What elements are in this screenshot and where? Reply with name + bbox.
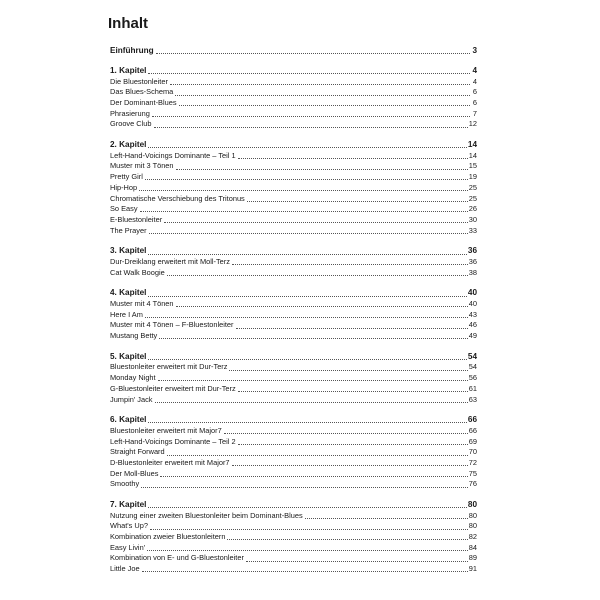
chapter-list	[110, 66, 477, 575]
toc-entry-page: 80	[468, 521, 477, 531]
chapter-heading	[110, 66, 477, 77]
chapter-heading-page: 66	[467, 415, 477, 425]
dot-leader	[179, 105, 470, 106]
toc-entry-page: 82	[468, 532, 477, 542]
toc-entry-label: G-Bluestonleiter erweitert mit Dur-Terz	[110, 383, 236, 393]
toc-entry-label: Nutzung einer zweiten Bluestonleiter beim Dominant-Blues	[110, 510, 303, 520]
toc-entry-page: 14	[468, 150, 477, 160]
toc-entry-page: 25	[468, 193, 477, 203]
chapter-heading	[110, 140, 477, 151]
toc-entry-page: 91	[468, 564, 477, 574]
toc-entry	[110, 384, 477, 395]
chapter-section	[110, 500, 477, 575]
toc-entry	[110, 204, 477, 215]
dot-leader	[148, 254, 466, 255]
toc-entry	[110, 151, 477, 162]
toc-entry-label: Phrasierung	[110, 108, 150, 118]
toc-entry	[110, 194, 477, 205]
chapter-section	[110, 246, 477, 288]
toc-entry-page: 15	[468, 161, 477, 171]
chapter-heading	[110, 500, 477, 511]
toc-entry-label: So Easy	[110, 204, 138, 214]
chapter-section	[110, 415, 477, 500]
toc-entry-label: Smoothy	[110, 479, 140, 489]
chapter-heading-label: 5. Kapitel	[110, 351, 147, 361]
toc-entry-label: Jumpin' Jack	[110, 394, 153, 404]
toc-entry	[110, 543, 477, 554]
dot-leader	[156, 53, 470, 54]
toc-entry-page: 49	[468, 331, 477, 341]
toc-entry-label: Mustang Betty	[110, 331, 158, 341]
dot-leader	[145, 317, 468, 318]
toc-entry	[110, 373, 477, 384]
toc-entry-label: Bluestonleiter erweitert mit Dur-Terz	[110, 362, 228, 372]
toc-entry-label: Cat Walk Boogie	[110, 267, 165, 277]
toc-entry	[110, 437, 477, 448]
toc-entry-page: 54	[468, 362, 477, 372]
chapter-heading-label: 1. Kapitel	[110, 65, 147, 75]
dot-leader	[154, 127, 468, 128]
toc-entry-page: 63	[468, 394, 477, 404]
toc-intro-label: Einführung	[110, 46, 154, 55]
dot-leader	[238, 391, 468, 392]
dot-leader	[148, 422, 466, 423]
toc-entry	[110, 426, 477, 437]
dot-leader	[224, 433, 468, 434]
chapter-heading-label: 3. Kapitel	[110, 246, 147, 256]
dot-leader	[148, 147, 466, 148]
toc-entry-page: 6	[472, 98, 477, 108]
toc-entry-label: Kombination von E- und G-Bluestonleiter	[110, 553, 244, 563]
dot-leader	[148, 296, 466, 297]
dot-leader	[158, 380, 468, 381]
dot-leader	[148, 507, 466, 508]
chapter-heading-page: 4	[472, 65, 477, 75]
toc-entry	[110, 226, 477, 237]
toc-entry-page: 70	[468, 447, 477, 457]
toc-entry-label: Das Blues-Schema	[110, 87, 174, 97]
toc-entry-page: 80	[468, 510, 477, 520]
toc-entry-label: Der Moll-Blues	[110, 468, 159, 478]
toc-entry	[110, 564, 477, 575]
page-title: Inhalt	[108, 15, 148, 32]
dot-leader	[147, 550, 468, 551]
toc-entry	[110, 310, 477, 321]
toc-entry-page: 12	[468, 119, 477, 129]
dot-leader	[305, 518, 468, 519]
chapter-section	[110, 140, 477, 246]
dot-leader	[247, 201, 468, 202]
toc-entry-page: 43	[468, 309, 477, 319]
toc-entry	[110, 458, 477, 469]
toc-entry	[110, 109, 477, 120]
toc-entry-label: The Prayer	[110, 225, 147, 235]
toc-entry	[110, 162, 477, 173]
toc-entry-page: 6	[472, 87, 477, 97]
dot-leader	[148, 73, 470, 74]
toc-entry-page: 89	[468, 553, 477, 563]
dot-leader	[148, 359, 466, 360]
toc-entry	[110, 447, 477, 458]
toc-entry	[110, 469, 477, 480]
chapter-heading-label: 6. Kapitel	[110, 415, 147, 425]
dot-leader	[160, 476, 467, 477]
toc-entry-page: 72	[468, 457, 477, 467]
toc-entry-label: Groove Club	[110, 119, 152, 129]
table-of-contents	[110, 45, 477, 575]
toc-entry-label: Muster mit 3 Tönen	[110, 161, 174, 171]
toc-entry	[110, 299, 477, 310]
chapter-section	[110, 66, 477, 140]
chapter-section	[110, 288, 477, 351]
toc-entry-page: 61	[468, 383, 477, 393]
dot-leader	[176, 306, 468, 307]
toc-entry	[110, 87, 477, 98]
toc-entry	[110, 479, 477, 490]
toc-entry-label: Chromatische Verschiebung des Tritonus	[110, 193, 245, 203]
toc-entry-page: 46	[468, 320, 477, 330]
toc-entry-label: Muster mit 4 Tönen	[110, 299, 174, 309]
toc-entry-label: Monday Night	[110, 373, 156, 383]
toc-entry-label: Easy Livin'	[110, 542, 146, 552]
dot-leader	[232, 264, 468, 265]
dot-leader	[159, 338, 468, 339]
toc-entry	[110, 511, 477, 522]
toc-entry-label: Straight Forward	[110, 447, 165, 457]
toc-entry-label: Dur-Dreiklang erweitert mit Moll-Terz	[110, 256, 230, 266]
chapter-heading	[110, 288, 477, 299]
toc-entry	[110, 215, 477, 226]
toc-entry-label: Little Joe	[110, 564, 140, 574]
dot-leader	[167, 275, 468, 276]
toc-entry-page: 84	[468, 542, 477, 552]
dot-leader	[175, 95, 470, 96]
toc-entry	[110, 521, 477, 532]
dot-leader	[238, 158, 468, 159]
toc-intro-entry	[110, 45, 477, 56]
dot-leader	[246, 561, 468, 562]
toc-entry	[110, 257, 477, 268]
toc-entry	[110, 363, 477, 374]
toc-entry-page: 76	[468, 479, 477, 489]
toc-entry-label: Hip-Hop	[110, 182, 138, 192]
toc-entry	[110, 268, 477, 279]
dot-leader	[236, 328, 468, 329]
dot-leader	[152, 116, 470, 117]
toc-entry-page: 26	[468, 204, 477, 214]
toc-entry-label: What's Up?	[110, 521, 148, 531]
dot-leader	[229, 370, 467, 371]
dot-leader	[176, 169, 468, 170]
toc-entry-page: 69	[468, 436, 477, 446]
dot-leader	[139, 190, 468, 191]
toc-entry-page: 56	[468, 373, 477, 383]
chapter-heading-page: 40	[467, 288, 477, 298]
toc-entry-label: Der Dominant-Blues	[110, 98, 177, 108]
toc-entry	[110, 77, 477, 88]
toc-entry	[110, 320, 477, 331]
dot-leader	[140, 211, 468, 212]
chapter-heading	[110, 246, 477, 257]
dot-leader	[227, 539, 467, 540]
dot-leader	[170, 84, 470, 85]
toc-entry-page: 7	[472, 108, 477, 118]
toc-entry-label: Kombination zweier Bluestonleitern	[110, 532, 226, 542]
dot-leader	[141, 487, 468, 488]
toc-entry	[110, 183, 477, 194]
chapter-heading-label: 7. Kapitel	[110, 500, 147, 510]
toc-entry-label: E-Bluestonleiter	[110, 214, 163, 224]
toc-entry-label: Bluestonleiter erweitert mit Major7	[110, 425, 222, 435]
toc-entry-label: Here I Am	[110, 309, 143, 319]
dot-leader	[164, 222, 468, 223]
chapter-heading-page: 36	[467, 246, 477, 256]
chapter-section	[110, 352, 477, 415]
toc-intro-page: 3	[472, 46, 477, 55]
toc-entry-page: 66	[468, 425, 477, 435]
toc-entry-page: 30	[468, 214, 477, 224]
toc-entry-page: 40	[468, 299, 477, 309]
chapter-heading-page: 14	[467, 140, 477, 150]
dot-leader	[150, 529, 468, 530]
toc-entry	[110, 395, 477, 406]
chapter-heading-page: 54	[467, 351, 477, 361]
toc-entry-label: Left-Hand-Voicings Dominante – Teil 1	[110, 150, 236, 160]
toc-entry-page: 4	[472, 76, 477, 86]
dot-leader	[145, 179, 468, 180]
toc-entry	[110, 532, 477, 543]
dot-leader	[149, 233, 468, 234]
chapter-heading-page: 80	[467, 500, 477, 510]
toc-entry-label: Die Bluestonleiter	[110, 76, 168, 86]
chapter-heading-label: 4. Kapitel	[110, 288, 147, 298]
toc-entry-page: 36	[468, 256, 477, 266]
dot-leader	[142, 571, 468, 572]
toc-entry-page: 33	[468, 225, 477, 235]
dot-leader	[167, 455, 468, 456]
toc-entry-label: Left-Hand-Voicings Dominante – Teil 2	[110, 436, 236, 446]
dot-leader	[232, 465, 468, 466]
toc-entry-page: 19	[468, 172, 477, 182]
chapter-heading	[110, 415, 477, 426]
toc-entry-label: D-Bluestonleiter erweitert mit Major7	[110, 457, 230, 467]
toc-entry	[110, 119, 477, 130]
toc-entry	[110, 98, 477, 109]
toc-entry	[110, 331, 477, 342]
toc-entry-label: Muster mit 4 Tönen – F-Bluestonleiter	[110, 320, 234, 330]
toc-entry-label: Pretty Girl	[110, 172, 143, 182]
toc-entry-page: 25	[468, 182, 477, 192]
dot-leader	[238, 444, 468, 445]
dot-leader	[155, 402, 468, 403]
chapter-heading-label: 2. Kapitel	[110, 140, 147, 150]
toc-entry-page: 75	[468, 468, 477, 478]
toc-entry	[110, 172, 477, 183]
toc-entry-page: 38	[468, 267, 477, 277]
toc-entry	[110, 554, 477, 565]
chapter-heading	[110, 352, 477, 363]
